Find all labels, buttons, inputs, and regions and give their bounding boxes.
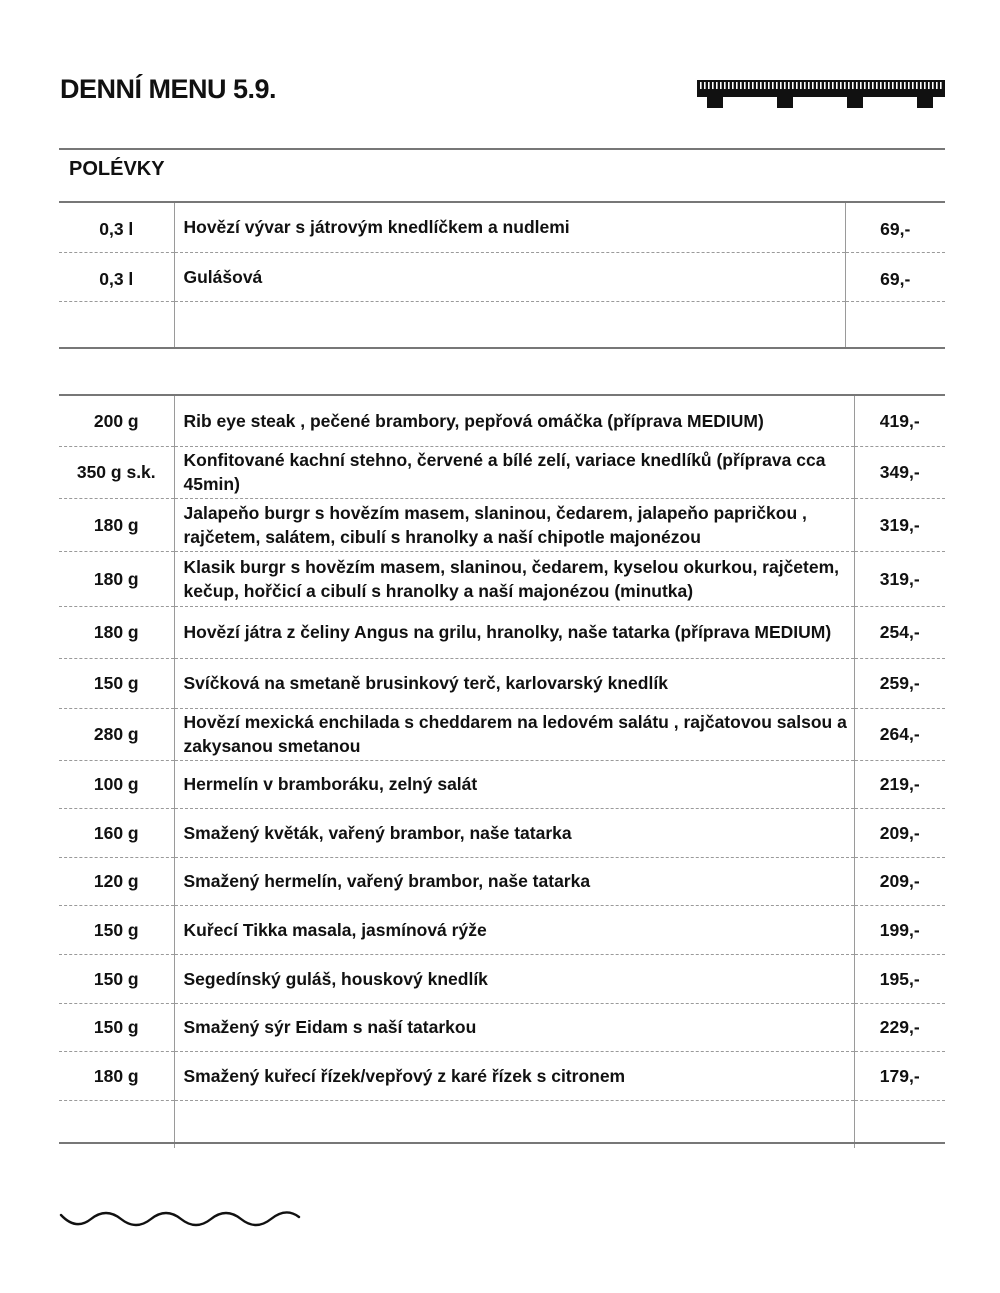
menu-dish-cell: Hovězí vývar s játrovým knedlíčkem a nudlemi <box>174 203 845 252</box>
menu-price-cell <box>845 301 945 347</box>
menu-row <box>59 203 945 252</box>
menu-dish-cell: Konfitované kachní stehno, červené a bílé zelí, variace knedlíků (příprava cca 45min) <box>174 446 854 498</box>
menu-qty-cell: 180 g <box>59 551 174 606</box>
menu-price-cell: 319,- <box>854 498 945 551</box>
menu-row <box>59 301 945 347</box>
menu-dish-cell: Smažený hermelín, vařený brambor, naše tatarka <box>174 857 854 905</box>
menu-dish-cell: Jalapeňo burgr s hovězím masem, slaninou, čedarem, jalapeňo papričkou , rajčetem, salátem, cibulí s hranolky a naší chipotle majonézou <box>174 498 854 551</box>
menu-price-cell: 419,- <box>854 396 945 446</box>
menu-price-cell: 209,- <box>854 808 945 857</box>
menu-dish-cell: Klasik burgr s hovězím masem, slaninou, čedarem, kyselou okurkou, rajčetem, kečup, hořčicí a cibulí s hranolky a naší majonézou (minutka) <box>174 551 854 606</box>
menu-qty-cell: 180 g <box>59 606 174 658</box>
menu-price-cell: 219,- <box>854 760 945 808</box>
menu-price-cell: 195,- <box>854 954 945 1003</box>
menu-qty-cell: 150 g <box>59 905 174 954</box>
menu-qty-cell: 180 g <box>59 498 174 551</box>
top-rule <box>59 148 945 150</box>
menu-qty-cell: 150 g <box>59 658 174 708</box>
menu-row <box>59 446 945 498</box>
menu-row <box>59 606 945 658</box>
menu-dish-cell <box>174 1100 854 1148</box>
menu-price-cell: 259,- <box>854 658 945 708</box>
menu-dish-cell: Smažený květák, vařený brambor, naše tatarka <box>174 808 854 857</box>
menu-price-cell: 179,- <box>854 1051 945 1100</box>
menu-row <box>59 760 945 808</box>
menu-row <box>59 1100 945 1148</box>
menu-qty-cell: 0,3 l <box>59 203 174 252</box>
menu-row <box>59 252 945 301</box>
menu-price-cell: 209,- <box>854 857 945 905</box>
menu-row <box>59 954 945 1003</box>
menu-dish-cell: Smažený kuřecí řízek/vepřový z karé řízek s citronem <box>174 1051 854 1100</box>
menu-dish-cell: Hovězí mexická enchilada s cheddarem na ledovém salátu , rajčatovou salsou a zakysanou smetanou <box>174 708 854 760</box>
menu-qty-cell: 150 g <box>59 954 174 1003</box>
menu-qty-cell <box>59 1100 174 1148</box>
menu-qty-cell <box>59 301 174 347</box>
menu-qty-cell: 200 g <box>59 396 174 446</box>
menu-price-cell: 199,- <box>854 905 945 954</box>
menu-row <box>59 905 945 954</box>
menu-dish-cell: Svíčková na smetaně brusinkový terč, karlovarský knedlík <box>174 658 854 708</box>
menu-qty-cell: 120 g <box>59 857 174 905</box>
menu-qty-cell: 350 g s.k. <box>59 446 174 498</box>
menu-dish-cell: Gulášová <box>174 252 845 301</box>
menu-dish-cell: Hermelín v bramboráku, zelný salát <box>174 760 854 808</box>
section-title-soups: POLÉVKY <box>69 158 165 180</box>
menu-price-cell: 69,- <box>845 252 945 301</box>
menu-qty-cell: 100 g <box>59 760 174 808</box>
menu-row <box>59 1051 945 1100</box>
mains-table <box>59 396 945 1148</box>
menu-price-cell: 229,- <box>854 1003 945 1051</box>
menu-dish-cell <box>174 301 845 347</box>
menu-row <box>59 708 945 760</box>
menu-qty-cell: 160 g <box>59 808 174 857</box>
menu-qty-cell: 150 g <box>59 1003 174 1051</box>
menu-price-cell: 349,- <box>854 446 945 498</box>
menu-price-cell: 264,- <box>854 708 945 760</box>
soups-bottom-rule <box>59 347 945 349</box>
menu-dish-cell: Hovězí játra z čeliny Angus na grilu, hranolky, naše tatarka (příprava MEDIUM) <box>174 606 854 658</box>
menu-row <box>59 658 945 708</box>
wave-decoration-icon <box>59 1207 304 1231</box>
menu-price-cell <box>854 1100 945 1148</box>
menu-dish-cell: Rib eye steak , pečené brambory, pepřová omáčka (příprava MEDIUM) <box>174 396 854 446</box>
mains-bottom-rule <box>59 1142 945 1144</box>
menu-row <box>59 1003 945 1051</box>
soups-table <box>59 203 945 347</box>
menu-dish-cell: Kuřecí Tikka masala, jasmínová rýže <box>174 905 854 954</box>
menu-qty-cell: 280 g <box>59 708 174 760</box>
menu-dish-cell: Smažený sýr Eidam s naší tatarkou <box>174 1003 854 1051</box>
menu-qty-cell: 180 g <box>59 1051 174 1100</box>
menu-row <box>59 551 945 606</box>
page-title: DENNÍ MENU 5.9. <box>60 74 277 104</box>
menu-row <box>59 857 945 905</box>
menu-qty-cell: 0,3 l <box>59 252 174 301</box>
bridge-logo-icon <box>697 80 945 108</box>
menu-row <box>59 808 945 857</box>
menu-price-cell: 254,- <box>854 606 945 658</box>
menu-row <box>59 498 945 551</box>
menu-dish-cell: Segedínský guláš, houskový knedlík <box>174 954 854 1003</box>
menu-price-cell: 319,- <box>854 551 945 606</box>
menu-price-cell: 69,- <box>845 203 945 252</box>
menu-row <box>59 396 945 446</box>
